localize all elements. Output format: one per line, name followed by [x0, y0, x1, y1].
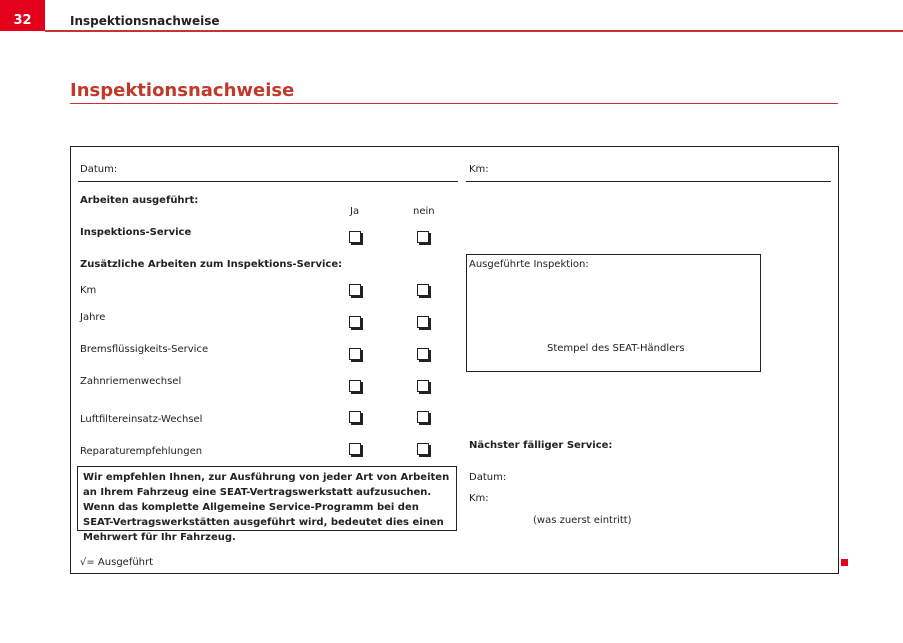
running-header: Inspektionsnachweise [70, 14, 220, 28]
title-rule [70, 103, 838, 104]
next-datum-label: Datum: [469, 472, 507, 483]
checkbox-ja[interactable] [349, 231, 361, 243]
checkbox-nein[interactable] [417, 411, 429, 423]
checkbox-nein[interactable] [417, 316, 429, 328]
nein-header: nein [413, 206, 435, 217]
zusaetzliche-label: Zusätzliche Arbeiten zum Inspektions-Service: [80, 259, 343, 270]
checkbox-nein[interactable] [417, 284, 429, 296]
end-marker [841, 559, 848, 566]
checkbox-ja[interactable] [349, 443, 361, 455]
km-line[interactable] [466, 181, 831, 182]
checkbox-ja[interactable] [349, 316, 361, 328]
header-rule [45, 30, 903, 32]
stamp-label: Stempel des SEAT-Händlers [547, 343, 685, 354]
datum-label: Datum: [80, 164, 118, 175]
stamp-box [466, 254, 761, 372]
datum-line[interactable] [78, 181, 458, 182]
legend-executed: √= Ausgeführt [80, 557, 154, 568]
item-label: Km [80, 285, 97, 296]
checkbox-ja[interactable] [349, 284, 361, 296]
checkbox-nein[interactable] [417, 231, 429, 243]
page-title: Inspektionsnachweise [70, 80, 295, 101]
ausgefuehrte-label: Ausgeführte Inspektion: [469, 259, 589, 270]
arbeiten-label: Arbeiten ausgeführt: [80, 195, 199, 206]
checkbox-nein[interactable] [417, 380, 429, 392]
ja-header: Ja [350, 206, 360, 217]
checkbox-ja[interactable] [349, 380, 361, 392]
item-label: Zahnriemenwechsel [80, 376, 182, 387]
checkbox-ja[interactable] [349, 348, 361, 360]
inspektions-service-label: Inspektions-Service [80, 227, 192, 238]
item-label: Luftfiltereinsatz-Wechsel [80, 414, 203, 425]
recommendation-note: Wir empfehlen Ihnen, zur Ausführung von jeder Art von Arbeiten an Ihrem Fahrzeug eine SEAT-Vertragswerkstatt aufzusuchen. Wenn das komplette Allgemeine Service-Programm bei den SEAT-Vertragswerkstätten ausgeführt wird, bedeutet dies einen Mehrwert für Ihr Fahrzeug. [77, 466, 457, 531]
zuerst-note: (was zuerst eintritt) [533, 515, 632, 526]
checkbox-ja[interactable] [349, 411, 361, 423]
item-label: Bremsflüssigkeits-Service [80, 344, 209, 355]
next-km-label: Km: [469, 493, 489, 504]
checkbox-nein[interactable] [417, 348, 429, 360]
item-label: Reparaturempfehlungen [80, 446, 203, 457]
page-number: 32 [0, 0, 45, 31]
checkbox-nein[interactable] [417, 443, 429, 455]
item-label: Jahre [80, 312, 106, 323]
km-label: Km: [469, 164, 489, 175]
naechster-label: Nächster fälliger Service: [469, 440, 613, 451]
